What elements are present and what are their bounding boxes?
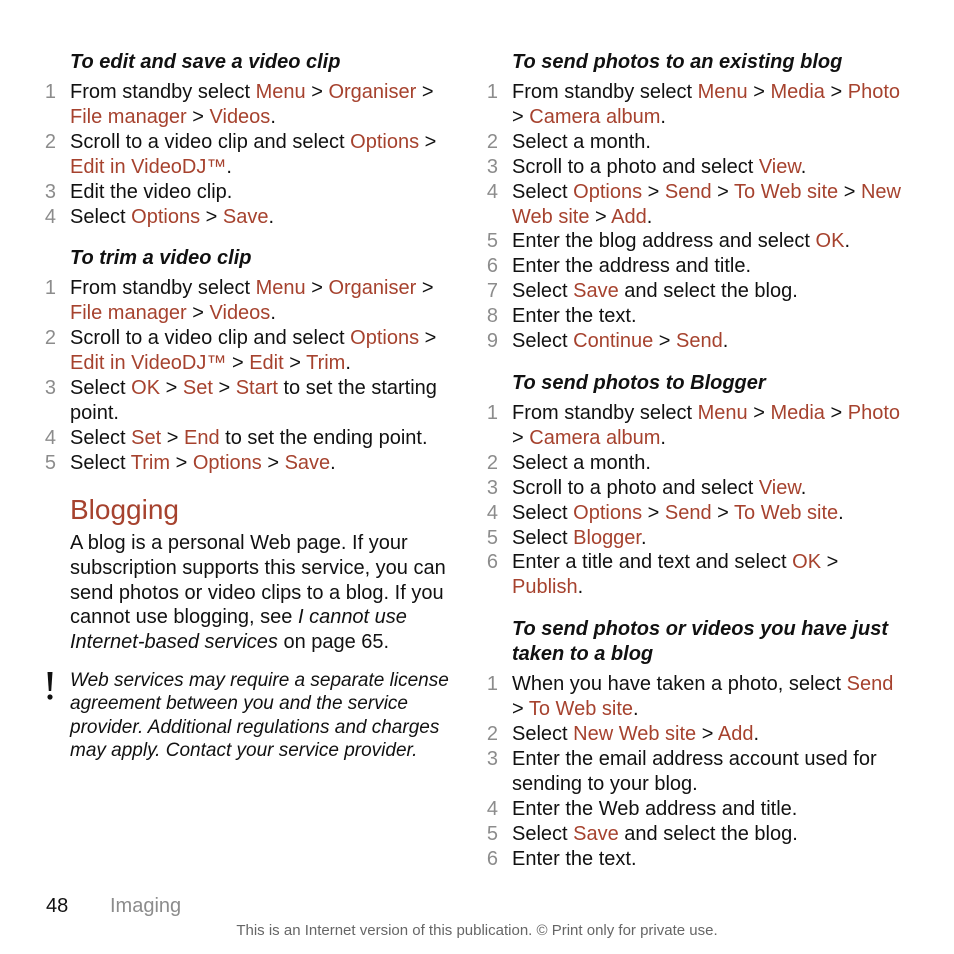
step-text: > <box>838 180 861 203</box>
step-item <box>484 229 904 254</box>
step-text: . <box>800 155 807 178</box>
step-number: 7 <box>486 280 498 303</box>
menu-path-term: Options <box>350 327 420 350</box>
menu-path-term: Options <box>131 205 201 228</box>
step-item <box>484 451 904 476</box>
step-list <box>484 80 904 354</box>
menu-path-term: Save <box>222 205 269 228</box>
step-number: 5 <box>44 451 56 474</box>
step-text: Enter the text. <box>512 305 637 328</box>
menu-path-term: Menu <box>697 81 748 103</box>
step-text: . <box>660 105 666 128</box>
section-heading: Blogging <box>70 493 179 525</box>
menu-path-term: Blogger <box>573 526 641 549</box>
step-text: Select <box>512 501 574 524</box>
step-item <box>484 304 904 329</box>
menu-path-term: View <box>758 476 801 499</box>
menu-path-term: Send <box>846 673 894 696</box>
menu-path-term: OK <box>792 551 822 574</box>
step-item <box>484 747 904 797</box>
menu-path-term: Save <box>284 451 331 474</box>
step-number: 4 <box>486 501 498 524</box>
step-number: 3 <box>486 747 498 770</box>
step-number: 1 <box>486 81 498 103</box>
step-text: Select <box>70 426 132 449</box>
step-item <box>484 254 904 279</box>
step-text: > <box>305 81 329 103</box>
menu-path-term: Options <box>573 180 643 203</box>
step-list <box>484 672 904 871</box>
step-number: 2 <box>486 723 498 746</box>
menu-path-term: Start <box>235 377 278 400</box>
blogging-paragraph <box>42 531 454 656</box>
step-item <box>484 155 904 180</box>
menu-path-term: Photo <box>847 81 900 103</box>
menu-path-term: Trim <box>306 352 346 375</box>
step-item <box>484 476 904 501</box>
step-text: Select <box>70 451 131 474</box>
menu-path-term: Add <box>611 205 647 228</box>
menu-path-term: Edit in VideoDJ™ <box>70 352 227 375</box>
step-item <box>42 180 454 205</box>
step-text: > <box>711 501 735 524</box>
step-text: . <box>633 698 639 721</box>
step-number: 2 <box>486 130 498 153</box>
step-list <box>42 276 454 475</box>
footer-notice: This is an Internet version of this publication. © Print only for private use. <box>236 922 718 939</box>
step-number: 5 <box>486 822 498 845</box>
step-item <box>42 376 454 426</box>
step-item <box>42 276 454 326</box>
step-text: Select <box>70 377 132 400</box>
step-text: Enter the text. <box>512 847 637 870</box>
step-text: When you have taken a photo, select <box>512 673 847 696</box>
step-text: > <box>824 401 848 424</box>
step-number: 3 <box>44 180 56 203</box>
step-list <box>42 80 454 229</box>
step-number: 6 <box>486 255 498 278</box>
step-item <box>42 326 454 376</box>
menu-path-term: Camera album <box>529 105 661 128</box>
reference-title: I cannot use Internet-based services <box>70 606 407 654</box>
step-text: > <box>642 180 665 203</box>
menu-path-term: End <box>183 426 220 449</box>
menu-path-term: Continue <box>573 330 654 353</box>
procedure-title: To send photos to Blogger <box>512 371 766 394</box>
page-number: 48 <box>46 895 69 917</box>
step-item <box>484 797 904 822</box>
menu-path-term: Save <box>573 280 619 303</box>
menu-path-term: Edit in VideoDJ™ <box>70 155 227 178</box>
step-list <box>484 401 904 600</box>
procedure-title: To trim a video clip <box>70 247 252 270</box>
step-text: . <box>800 476 807 499</box>
trim-section <box>42 246 454 475</box>
step-number: 5 <box>486 230 498 253</box>
menu-path-term: Send <box>664 180 712 203</box>
step-number: 6 <box>486 847 498 870</box>
step-text: > <box>653 330 677 353</box>
step-text: From standby select <box>512 81 698 103</box>
step-number: 1 <box>486 401 498 424</box>
step-item <box>484 329 904 354</box>
step-text: . <box>345 352 351 375</box>
step-text: to set the ending point. <box>219 426 428 449</box>
step-text: > <box>642 501 665 524</box>
step-number: 4 <box>44 426 56 449</box>
menu-path-term: Edit <box>249 352 284 375</box>
menu-path-term: To Web site <box>734 501 839 524</box>
step-text: > <box>821 551 839 574</box>
menu-path-term: Save <box>573 822 619 845</box>
step-text: . <box>226 155 232 178</box>
menu-path-term: New Web site <box>512 180 901 228</box>
step-item <box>484 279 904 304</box>
step-text: . <box>844 230 850 253</box>
note-text: Web services may require a separate license agreement between you and the service provider. Additional regulations and charges may apply. Contact your service provider. <box>70 670 449 761</box>
step-item <box>484 180 904 230</box>
step-item <box>484 501 904 526</box>
menu-path-term: To Web site <box>734 180 839 203</box>
step-number: 4 <box>486 797 498 820</box>
step-text: > <box>416 81 434 103</box>
step-item <box>484 722 904 747</box>
step-text: . <box>270 302 276 325</box>
step-text: Scroll to a video clip and select <box>70 327 351 350</box>
step-text: > <box>200 205 223 228</box>
menu-path-term: Options <box>573 501 643 524</box>
step-text: > <box>824 81 848 103</box>
step-item <box>42 205 454 230</box>
menu-path-term: Menu <box>255 81 306 103</box>
step-text: Scroll to a photo and select <box>512 476 759 499</box>
step-text: > <box>283 352 307 375</box>
step-item <box>484 130 904 155</box>
step-item <box>484 526 904 551</box>
step-number: 3 <box>486 155 498 178</box>
step-text: > <box>419 130 437 153</box>
step-text: Edit the video clip. <box>70 180 233 203</box>
step-number: 8 <box>486 305 498 328</box>
note <box>42 669 454 762</box>
step-text: Enter the blog address and select <box>512 230 816 253</box>
step-item <box>42 130 454 180</box>
step-number: 2 <box>44 130 56 153</box>
menu-path-term: Organiser <box>328 277 417 300</box>
menu-path-term: View <box>758 155 801 178</box>
step-text: Enter the Web address and title. <box>512 797 798 820</box>
menu-path-term: Media <box>770 401 825 424</box>
menu-path-term: To Web site <box>528 698 633 721</box>
existing-blog-section <box>484 50 904 354</box>
step-text: . <box>646 205 653 228</box>
blogging-section <box>42 493 454 762</box>
step-number: 4 <box>486 180 498 203</box>
step-number: 9 <box>486 330 498 353</box>
step-text: Enter the address and title. <box>512 255 752 278</box>
menu-path-term: Videos <box>209 302 271 325</box>
step-number: 2 <box>486 451 498 474</box>
step-text: > <box>747 401 771 424</box>
step-number: 5 <box>486 526 498 549</box>
step-text: > <box>160 377 183 400</box>
just-taken-section <box>484 617 904 871</box>
step-text: > <box>261 451 285 474</box>
menu-path-term: Set <box>131 426 162 449</box>
step-text: . <box>270 105 276 128</box>
step-text: > <box>711 180 735 203</box>
menu-path-term: Set <box>182 377 213 400</box>
step-text: From standby select <box>512 401 698 424</box>
step-number: 1 <box>486 673 498 696</box>
menu-path-term: Menu <box>255 277 306 300</box>
menu-path-term: New Web site <box>573 723 697 746</box>
menu-path-term: Organiser <box>328 81 417 103</box>
menu-path-term: File manager <box>70 105 187 128</box>
step-number: 1 <box>44 81 56 103</box>
step-number: 3 <box>44 377 56 400</box>
step-text: on page 65. <box>277 631 390 654</box>
menu-path-term: Camera album <box>529 426 661 449</box>
step-text: Enter a title and text and select <box>512 551 793 574</box>
step-text: to set the starting point. <box>70 377 437 424</box>
step-text: > <box>212 377 236 400</box>
blogger-section <box>484 371 904 600</box>
step-text: Select a month. <box>512 451 651 474</box>
step-text: . <box>641 526 647 549</box>
step-text: Select <box>512 280 574 303</box>
step-text: . <box>268 205 275 228</box>
step-text: . <box>330 451 336 474</box>
step-number: 1 <box>44 277 56 300</box>
procedure-title: To send photos to an existing blog <box>512 51 843 73</box>
menu-path-term: Options <box>192 451 262 474</box>
step-text: . <box>660 426 666 449</box>
menu-path-term: Trim <box>130 451 171 474</box>
step-item <box>42 451 454 476</box>
menu-path-term: Menu <box>697 401 748 424</box>
menu-path-term: Options <box>350 130 420 153</box>
step-text: and select the blog. <box>618 822 798 845</box>
step-text: Select <box>70 205 132 228</box>
step-item <box>484 550 904 600</box>
step-text: Scroll to a photo and select <box>512 155 759 178</box>
step-text: Select <box>512 526 574 549</box>
step-text: > <box>589 205 612 228</box>
menu-path-term: OK <box>131 377 161 400</box>
step-text: Select <box>512 330 574 353</box>
step-item <box>42 426 454 451</box>
exclamation-icon <box>45 671 55 701</box>
step-text: > <box>512 105 530 128</box>
step-number: 2 <box>44 327 56 350</box>
step-text: Select <box>512 180 574 203</box>
step-text: . <box>753 723 760 746</box>
step-text: A blog is a personal Web page. If your subscription supports this service, you can send photos or video clips to a blog. If you cannot use blogging, see <box>70 531 446 629</box>
step-text: . <box>838 501 844 524</box>
menu-path-term: Videos <box>209 105 271 128</box>
menu-path-term: Media <box>770 81 825 103</box>
step-text: > <box>512 698 529 721</box>
step-number: 4 <box>44 205 56 228</box>
step-item <box>484 822 904 847</box>
step-text: . <box>722 330 729 353</box>
step-text: > <box>161 426 184 449</box>
chapter-name: Imaging <box>110 895 182 917</box>
step-number: 6 <box>486 551 498 574</box>
step-text: Select <box>512 822 574 845</box>
step-number: 3 <box>486 476 498 499</box>
step-text: . <box>577 576 584 599</box>
menu-path-term: Add <box>717 723 754 746</box>
procedure-title: To edit and save a video clip <box>70 51 341 73</box>
menu-path-term: OK <box>815 230 845 253</box>
right-column <box>484 50 904 888</box>
step-text: > <box>186 105 210 128</box>
procedure-title: To send photos or videos you have just taken to a blog <box>512 618 888 666</box>
step-text: Scroll to a video clip and select <box>70 130 351 153</box>
step-text: > <box>747 81 771 103</box>
edit-save-section <box>42 50 454 229</box>
step-text: > <box>170 451 193 474</box>
menu-path-term: Send <box>676 330 723 353</box>
step-text: and select the blog. <box>618 280 798 303</box>
step-item <box>42 80 454 130</box>
step-item <box>484 847 904 872</box>
step-text: > <box>226 352 250 375</box>
step-text: > <box>186 302 210 325</box>
step-text: > <box>512 426 530 449</box>
menu-path-term: File manager <box>70 302 187 325</box>
menu-path-term: Send <box>664 501 712 524</box>
left-column <box>42 50 454 762</box>
menu-path-term: Publish <box>512 576 578 599</box>
step-text: > <box>419 327 437 350</box>
step-text: > <box>696 723 718 746</box>
step-text: From standby select <box>70 277 256 300</box>
step-text: > <box>305 277 329 300</box>
step-text: Select a month. <box>512 130 651 153</box>
menu-path-term: Photo <box>847 401 900 424</box>
step-item <box>484 672 904 722</box>
step-text: From standby select <box>70 81 256 103</box>
step-item <box>484 80 904 130</box>
step-item <box>484 401 904 451</box>
step-text: Enter the email address account used for sending to your blog. <box>512 747 877 795</box>
step-text: > <box>416 277 434 300</box>
step-text: Select <box>512 723 574 746</box>
